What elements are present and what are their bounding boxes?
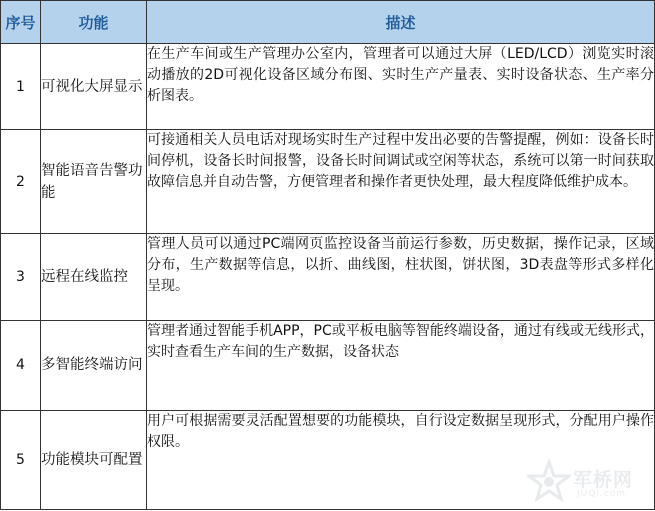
row-function: 多智能终端访问 <box>41 320 147 410</box>
row-description: 在生产车间或生产管理办公室内，管理者可以通过大屏（LED/LCD）浏览实时滚动播放的2D可视化设备区域分布图、实时生产产量表、实时设备状态、生产率分析图表。 <box>147 44 655 130</box>
table-row <box>1 234 655 320</box>
row-description: 管理者通过智能手机APP，PC或平板电脑等智能终端设备，通过有线或无线形式，实时查看生产车间的生产数据，设备状态 <box>147 320 655 410</box>
table-row <box>1 410 655 509</box>
row-description: 管理人员可以通过PC端网页监控设备当前运行参数，历史数据，操作记录，区域分布，生产数据等信息，以折、曲线图，柱状图，饼状图，3D表盘等形式多样化呈现。 <box>147 234 655 320</box>
row-function: 远程在线监控 <box>41 234 147 320</box>
row-description: 可接通相关人员电话对现场实时生产过程中发出必要的告警提醒，例如：设备长时间停机，设备长时间报警，设备长时间调试或空闲等状态，系统可以第一时间获取故障信息并自动告警，方便管理者和操作者更快处理，最大程度降低维护成本。 <box>147 130 655 234</box>
header-number: 序号 <box>1 1 41 44</box>
row-number: 3 <box>1 234 41 320</box>
header-row <box>1 1 655 44</box>
watermark-text: 军桥网 <box>573 469 634 491</box>
row-number: 2 <box>1 130 41 234</box>
table-row <box>1 320 655 410</box>
row-description: 用户可根据需要灵活配置想要的功能模块，自行设定数据呈现形式，分配用户操作权限。 <box>147 410 655 509</box>
row-number: 1 <box>1 44 41 130</box>
header-function: 功能 <box>41 1 147 44</box>
table-row <box>1 44 655 130</box>
row-function: 功能模块可配置 <box>41 410 147 509</box>
watermark-subtext: JUQI.com <box>577 489 627 499</box>
table-body <box>1 44 655 510</box>
row-function: 智能语音告警功能 <box>41 130 147 234</box>
header-description: 描述 <box>147 1 655 44</box>
row-number: 5 <box>1 410 41 509</box>
table-row <box>1 130 655 234</box>
row-number: 4 <box>1 320 41 410</box>
table-header <box>1 1 655 44</box>
row-function: 可视化大屏显示 <box>41 44 147 130</box>
